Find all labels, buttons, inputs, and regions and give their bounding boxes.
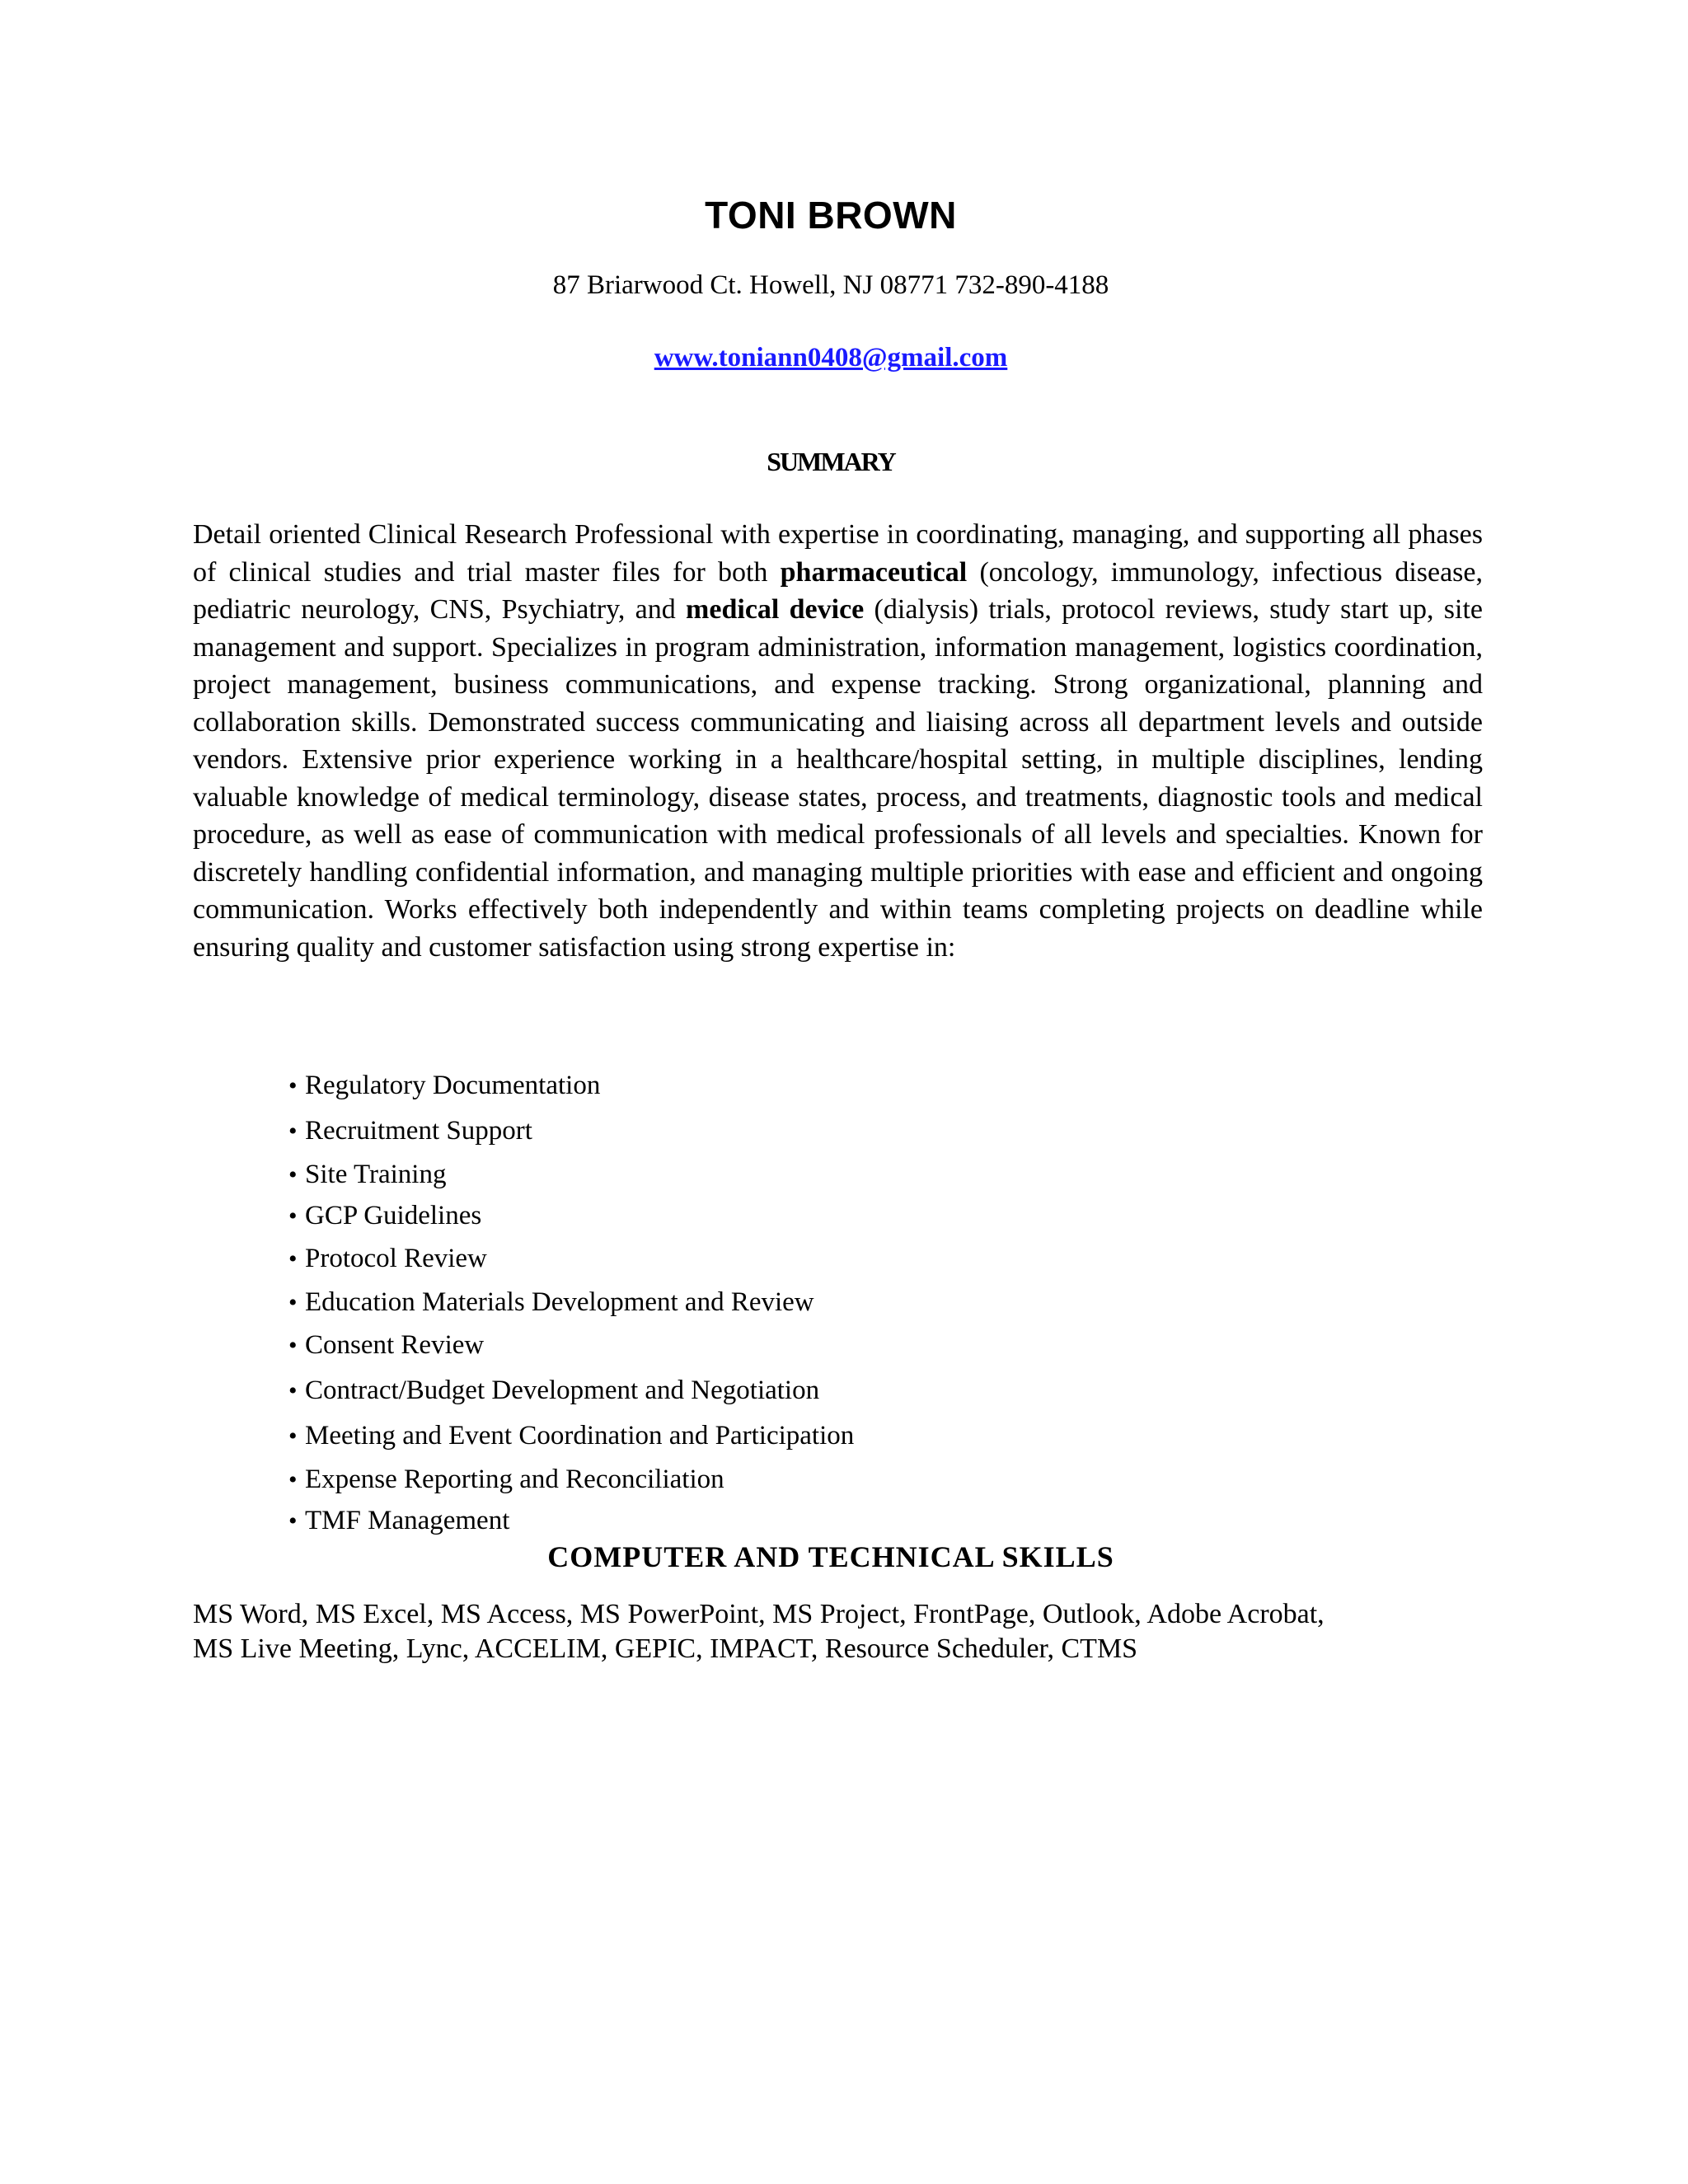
bullet-icon: • xyxy=(288,1289,298,1316)
bullet-icon: • xyxy=(288,1072,298,1099)
expertise-item: • Meeting and Event Coordination and Participation xyxy=(288,1413,1278,1459)
expertise-item: • Education Materials Development and Review xyxy=(288,1282,1278,1323)
bullet-icon: • xyxy=(288,1161,298,1188)
bullet-icon: • xyxy=(288,1245,298,1272)
summary-bold-pharmaceutical: pharmaceutical xyxy=(780,556,968,588)
summary-paragraph xyxy=(193,516,1483,966)
expertise-item: • Recruitment Support xyxy=(288,1108,1278,1154)
expertise-item: • Site Training xyxy=(288,1154,1278,1195)
bullet-icon: • xyxy=(288,1202,298,1230)
expertise-item: • Expense Reporting and Reconciliation xyxy=(288,1459,1278,1500)
tech-skills-text xyxy=(193,1597,1512,1666)
tech-skills-line-1: MS Word, MS Excel, MS Access, MS PowerPoint, MS Project, FrontPage, Outlook, Adobe Acrobat, xyxy=(193,1599,1325,1629)
summary-text-2: (oncology, immunology, infectious disease, pediatric neurology, CNS, Psychiatry, and xyxy=(193,556,1483,625)
expertise-item: • Regulatory Documentation xyxy=(288,1063,1278,1108)
bullet-icon: • xyxy=(288,1118,298,1145)
expertise-list xyxy=(288,1063,1278,1541)
tech-skills-line-2: MS Live Meeting, Lync, ACCELIM, GEPIC, IMPACT, Resource Scheduler, CTMS xyxy=(193,1633,1138,1664)
bullet-icon: • xyxy=(288,1422,298,1450)
bullet-icon: • xyxy=(288,1332,298,1359)
summary-heading: SUMMARY xyxy=(767,447,895,476)
expertise-item: • TMF Management xyxy=(288,1500,1278,1541)
candidate-name: TONI BROWN xyxy=(705,194,957,237)
summary-bold-medical-device: medical device xyxy=(686,594,865,625)
tech-skills-heading: COMPUTER AND TECHNICAL SKILLS xyxy=(547,1540,1114,1573)
summary-text-1: Detail oriented Clinical Research Professional with expertise in coordinating, managing, and supporting all phases of clinical studies and trial master files for both xyxy=(193,519,1483,588)
bullet-icon: • xyxy=(288,1466,298,1493)
email-link[interactable]: www.toniann0408@gmail.com xyxy=(654,343,1008,373)
contact-address: 87 Briarwood Ct. Howell, NJ 08771 732-890-4188 xyxy=(552,270,1109,300)
expertise-item: • Protocol Review xyxy=(288,1236,1278,1282)
expertise-item: • Contract/Budget Development and Negotiation xyxy=(288,1368,1278,1413)
expertise-item: • Consent Review xyxy=(288,1323,1278,1368)
contact-email xyxy=(0,343,1662,373)
summary-text-3: (dialysis) trials, protocol reviews, study start up, site management and support. Specializes in program administration, information management, logistics coordination, project management, business communications, and expense tracking. Strong organizational, planning and collaboration skills. Demonstrated success communicating and liaising across all department levels and outside vendors. Extensive prior experience working in a healthcare/hospital setting, in multiple disciplines, lending valuable knowledge of medical terminology, disease states, process, and treatments, diagnostic tools and medical procedure, as well as ease of communication with medical professionals of all levels and specialties. Known for discretely handling confidential information, and managing multiple priorities with ease and efficient and ongoing communication. Works effectively both independently and within teams completing projects on deadline while ensuring quality and customer satisfaction using strong expertise in: xyxy=(193,594,1483,963)
bullet-icon: • xyxy=(288,1377,298,1404)
bullet-icon: • xyxy=(288,1507,298,1535)
expertise-item: • GCP Guidelines xyxy=(288,1195,1278,1236)
